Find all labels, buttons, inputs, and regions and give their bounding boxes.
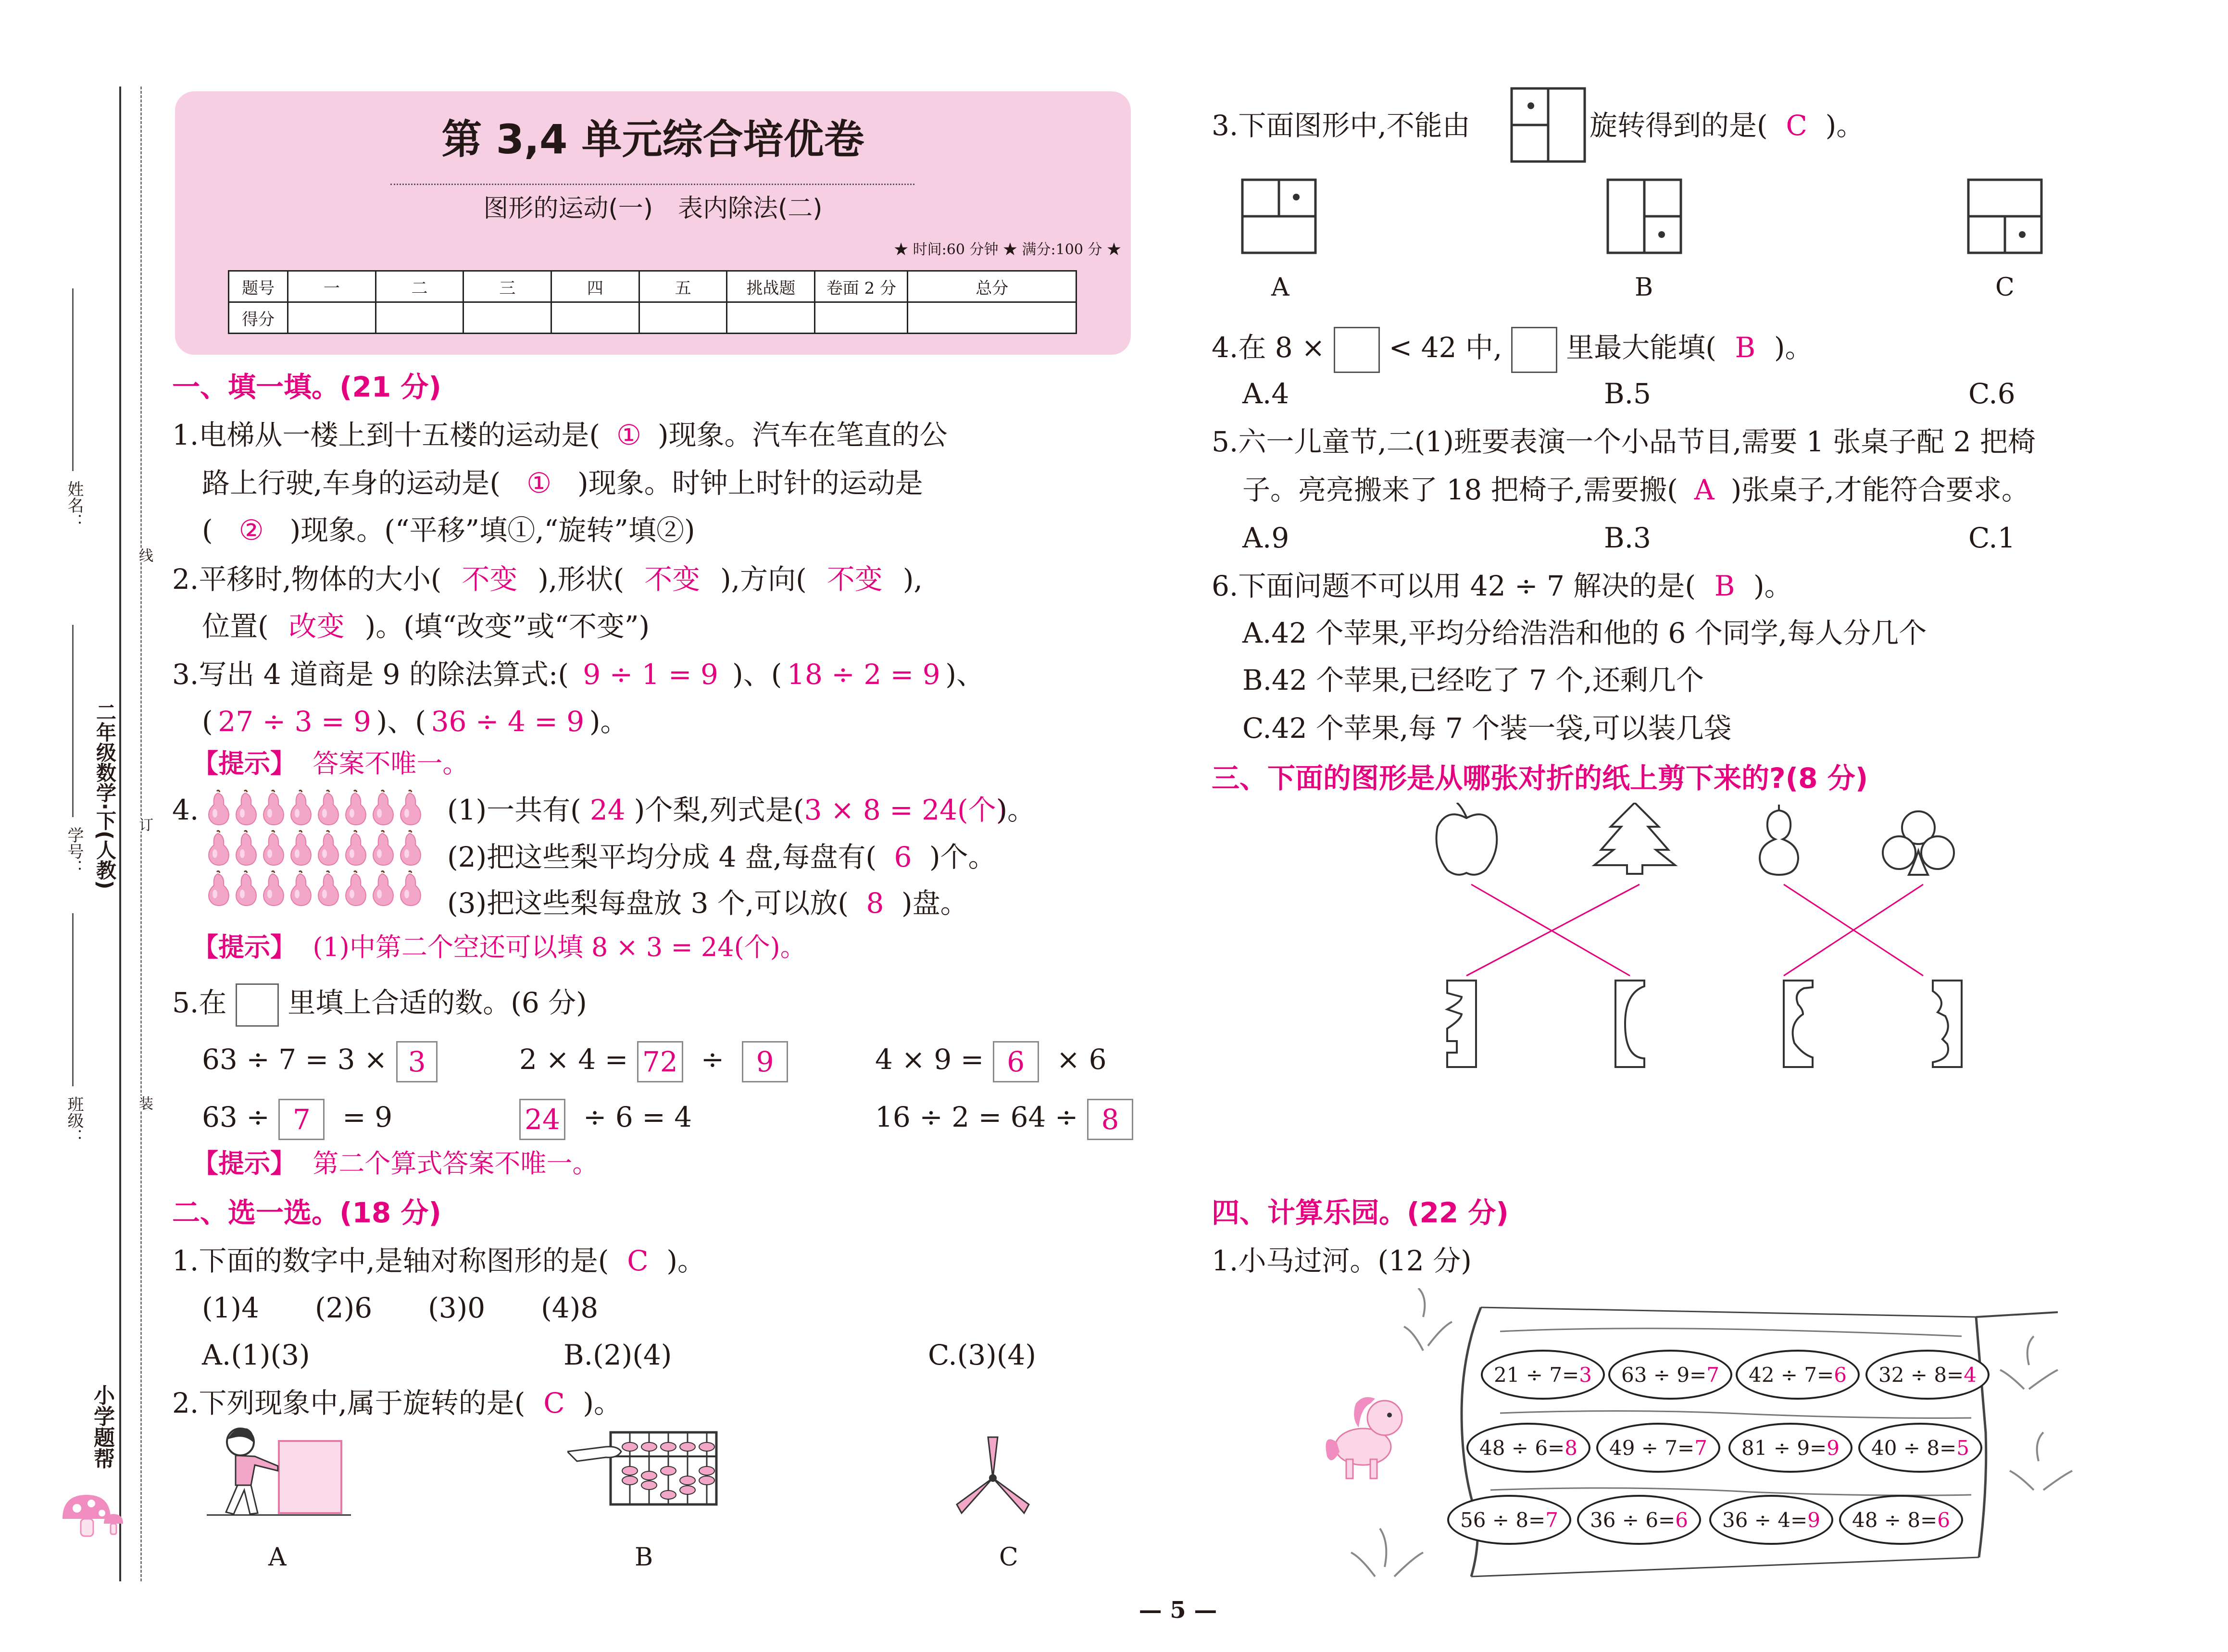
s1-q1-line1: 1.电梯从一楼上到十五楼的运动是( ① )现象。汽车在笔直的公 [172, 419, 948, 451]
answer: 8 [1565, 1436, 1577, 1460]
answer: 9 [1827, 1436, 1840, 1460]
answer: A [1694, 473, 1715, 506]
sidebar-cut-zhuang: 装 [134, 1096, 155, 1110]
r-q6-option-b[interactable]: B.42 个苹果,已经吃了 7 个,还剩几个 [1242, 664, 1704, 696]
s2-q1-items: (1)4 (2)6 (3)0 (4)8 [202, 1292, 599, 1324]
s1-q5-eq4: 63 ÷ 7 = 9 [202, 1099, 392, 1140]
r-q3-figure-a-icon [1240, 178, 1317, 255]
score-cell: 得分 [229, 302, 288, 334]
score-cell: 题号 [229, 271, 288, 302]
s1-q5-eq2: 2 × 4 = 72 ÷ 9 [519, 1041, 788, 1082]
r-q4-option-b[interactable]: B.5 [1604, 377, 1651, 410]
mushroom-logo-icon [58, 1485, 125, 1543]
abacus-icon [567, 1423, 721, 1514]
folded-paper-tree-icon [1447, 981, 1476, 1067]
answer: C [627, 1244, 649, 1277]
section-2-heading: 二、选一选。(18 分) [172, 1196, 441, 1229]
club-shape-icon [1883, 811, 1954, 875]
stone-equation: 48 ÷ 6= 8 [1466, 1423, 1590, 1473]
sidebar-brand: 小学题帮 [90, 1384, 114, 1469]
s1-q4-part2: (2)把这些梨平均分成 4 盘,每盘有( 6 )个。 [447, 841, 996, 873]
r-q5-line2: 子。亮亮搬来了 18 把椅子,需要搬( A )张桌子,才能符合要求。 [1242, 473, 2029, 506]
s2-q1-stem: 1.下面的数字中,是轴对称图形的是( C )。 [172, 1244, 706, 1277]
hint-3: 【提示】 第二个算式答案不唯一。 [192, 1148, 599, 1179]
s2-q1-option-b[interactable]: B.(2)(4) [563, 1339, 672, 1371]
answer-box: 9 [742, 1041, 788, 1082]
score-cell: 挑战题 [727, 271, 815, 302]
page-subtitle: 图形的运动(一) 表内除法(二) [483, 194, 823, 223]
sidebar-id-line [72, 625, 74, 817]
r-q6-stem: 6.下面问题不可以用 42 ÷ 7 解决的是( B )。 [1212, 570, 1792, 602]
answer: 4 [1964, 1363, 1977, 1387]
s4-q1-title: 1.小马过河。(12 分) [1212, 1244, 1472, 1277]
r-q4-stem: 4.在 8 × < 42 中, 里最大能填( B )。 [1212, 327, 1813, 373]
blank-box-icon [236, 983, 279, 1027]
hint-2: 【提示】 (1)中第二个空还可以填 8 × 3 = 24(个)。 [192, 932, 806, 962]
score-input[interactable] [727, 302, 815, 334]
s2-q1-option-c[interactable]: C.(3)(4) [928, 1339, 1037, 1371]
r-q6-option-a[interactable]: A.42 个苹果,平均分给浩浩和他的 6 个同学,每人分几个 [1242, 617, 1927, 649]
answer: 18 ÷ 2 = 9 [787, 658, 940, 691]
score-cell: 卷面 2 分 [815, 271, 908, 302]
answer: 不变 [826, 563, 883, 596]
score-cell: 二 [376, 271, 463, 302]
s1-q3-line2: ( 27 ÷ 3 = 9 )、( 36 ÷ 4 = 9 )。 [202, 705, 628, 738]
binding-line-solid [119, 87, 121, 1581]
stone-equation: 36 ÷ 6= 6 [1577, 1495, 1701, 1545]
stone-equation: 32 ÷ 8= 4 [1865, 1350, 1990, 1400]
r-q3-figure-b-icon [1606, 178, 1683, 255]
score-cell: 五 [639, 271, 727, 302]
r-q3-figure-c-icon [1966, 178, 2043, 255]
r-q3-option-b[interactable]: B [1635, 273, 1653, 302]
r-q3-option-c[interactable]: C [1995, 273, 2015, 302]
source-rotation-figure-icon [1510, 87, 1587, 163]
blank-box-icon [1511, 327, 1557, 373]
sidebar-id-label: 学号： [64, 827, 84, 876]
binding-line-dashed [140, 87, 142, 1581]
stone-equation: 21 ÷ 7= 3 [1481, 1350, 1605, 1400]
answer-box: 6 [993, 1041, 1039, 1082]
s1-q5-eq1: 63 ÷ 7 = 3 × 3 [202, 1041, 438, 1082]
answer: 不变 [462, 563, 518, 596]
sidebar-name-line [72, 288, 74, 471]
stone-equation: 40 ÷ 8= 5 [1858, 1423, 1982, 1473]
answer: 8 [866, 887, 884, 919]
answer: 24 [589, 794, 626, 826]
score-input[interactable] [815, 302, 908, 334]
r-q5-option-a[interactable]: A.9 [1242, 522, 1289, 554]
answer: 9 ÷ 1 = 9 [583, 658, 718, 691]
hint-1: 【提示】 答案不唯一。 [192, 748, 469, 779]
answer: 7 [1694, 1436, 1707, 1460]
stone-equation: 81 ÷ 9= 9 [1728, 1423, 1852, 1473]
score-table [228, 270, 1077, 334]
sidebar-name-label: 姓名： [64, 481, 84, 530]
answer: 7 [1706, 1363, 1719, 1387]
r-q3-stem: 3.下面图形中,不能由 [1212, 109, 1470, 142]
score-input[interactable] [376, 302, 463, 334]
grass-icon [2010, 1432, 2072, 1490]
tree-shape-icon [1594, 803, 1675, 874]
s2-q1-option-a[interactable]: A.(1)(3) [202, 1339, 310, 1371]
score-input[interactable] [639, 302, 727, 334]
answer: 3 × 8 = 24(个) [804, 794, 1007, 826]
answer: 5 [1956, 1436, 1969, 1460]
sidebar-cut-ding: 订 [134, 817, 155, 832]
folded-paper-apple-icon [1615, 981, 1644, 1067]
answer-box: 8 [1087, 1099, 1133, 1140]
stone-equation: 63 ÷ 9= 7 [1608, 1350, 1732, 1400]
apple-shape-icon [1437, 803, 1497, 875]
s2-q2-option-b[interactable]: B [635, 1543, 653, 1572]
answer: ① [526, 467, 552, 499]
s1-q2-line1: 2.平移时,物体的大小( 不变 ),形状( 不变 ),方向( 不变 ), [172, 563, 923, 596]
section-1-heading: 一、填一填。(21 分) [172, 371, 441, 403]
section-4-heading: 四、计算乐园。(22 分) [1212, 1196, 1509, 1229]
stone-equation: 49 ÷ 7= 7 [1596, 1423, 1720, 1473]
r-q5-option-b[interactable]: B.3 [1604, 522, 1651, 554]
answer: 不变 [644, 563, 701, 596]
s1-q4-number: 4. [172, 794, 199, 826]
answer: 9 [1807, 1508, 1820, 1532]
s1-q5-stem: 5.在 里填上合适的数。(6 分) [172, 983, 587, 1027]
pears-illustration-icon [204, 788, 430, 908]
exam-meta: ★ 时间:60 分钟 ★ 满分:100 分 ★ [894, 241, 1121, 258]
child-pushing-box-icon [207, 1423, 351, 1524]
answer: C [543, 1387, 565, 1419]
score-cell: 总分 [908, 271, 1076, 302]
score-input[interactable] [908, 302, 1076, 334]
s1-q3-line1: 3.写出 4 道商是 9 的除法算式:( 9 ÷ 1 = 9 )、( 18 ÷ 2 = 9 )、 [172, 658, 984, 691]
s1-q4-part3: (3)把这些梨每盘放 3 个,可以放( 8 )盘。 [447, 887, 968, 919]
answer: 6 [1937, 1508, 1950, 1532]
section-3-heading: 三、下面的图形是从哪张对折的纸上剪下来的?(8 分) [1212, 762, 1868, 795]
stone-equation: 48 ÷ 8= 6 [1839, 1495, 1963, 1545]
answer-box: 3 [396, 1041, 438, 1082]
r-q3-stem-tail: 旋转得到的是( C )。 [1590, 109, 1865, 142]
sidebar-class-line [72, 913, 74, 1086]
answer-box: 72 [637, 1041, 683, 1082]
page-title: 第 3,4 单元综合培优卷 [441, 116, 864, 163]
r-q6-option-c[interactable]: C.42 个苹果,每 7 个装一袋,可以装几袋 [1242, 712, 1732, 745]
pinwheel-icon [952, 1432, 1034, 1528]
score-row-values [229, 302, 1076, 334]
title-divider [390, 184, 914, 185]
grass-icon [2000, 1336, 2058, 1389]
stone-equation: 42 ÷ 7= 6 [1736, 1350, 1860, 1400]
s1-q1-line2: 路上行驶,车身的运动是( ① )现象。时钟上时针的运动是 [202, 467, 923, 499]
score-input[interactable] [463, 302, 551, 334]
r-q5-line1: 5.六一儿童节,二(1)班要表演一个小品节目,需要 1 张桌子配 2 把椅 [1212, 425, 2036, 458]
answer: 6 [894, 841, 912, 873]
answer: B [1735, 331, 1756, 364]
score-input[interactable] [551, 302, 639, 334]
folded-paper-gourd-icon [1784, 981, 1813, 1067]
stone-equation: 56 ÷ 8= 7 [1447, 1495, 1571, 1545]
folded-paper-matching-figure [1433, 803, 1986, 1091]
answer: B [1714, 570, 1735, 602]
gourd-shape-icon [1760, 805, 1798, 875]
answer: 27 ÷ 3 = 9 [218, 705, 371, 738]
pony-icon [1326, 1397, 1402, 1478]
grass-icon [1404, 1288, 1452, 1351]
answer: 改变 [288, 610, 345, 643]
s1-q4-part1: (1)一共有( 24 )个梨,列式是(3 × 8 = 24(个))。 [447, 794, 1036, 826]
score-row-headers [229, 271, 1076, 302]
answer: 7 [1545, 1508, 1558, 1532]
answer: 36 ÷ 4 = 9 [431, 705, 585, 738]
s2-q2-stem: 2.下列现象中,属于旋转的是( C )。 [172, 1387, 622, 1419]
blank-box-icon [1334, 327, 1380, 373]
folded-paper-club-icon [1933, 981, 1962, 1067]
s1-q5-eq5: 24 ÷ 6 = 4 [519, 1099, 692, 1140]
answer: 6 [1834, 1363, 1847, 1387]
r-q5-option-c[interactable]: C.1 [1968, 522, 2015, 554]
sidebar-class-label: 班级： [64, 1096, 84, 1145]
answer-box: 24 [519, 1099, 565, 1140]
r-q3-option-a[interactable]: A [1271, 273, 1289, 302]
grass-icon [1351, 1528, 1423, 1577]
r-q4-option-a[interactable]: A.4 [1242, 377, 1289, 410]
stone-equation: 36 ÷ 4= 9 [1709, 1495, 1833, 1545]
score-cell: 四 [551, 271, 639, 302]
sidebar-cut-line: 线 [134, 548, 155, 562]
s1-q5-eq6: 16 ÷ 2 = 64 ÷ 8 [875, 1099, 1133, 1140]
answer: C [1786, 109, 1807, 142]
answer: 3 [1579, 1363, 1592, 1387]
s1-q5-eq3: 4 × 9 = 6 × 6 [875, 1041, 1107, 1082]
answer: ② [238, 514, 264, 547]
answer: 6 [1675, 1508, 1688, 1532]
s2-q2-option-a[interactable]: A [268, 1543, 287, 1572]
s1-q1-line3: ( ② )现象。(“平移”填①,“旋转”填②) [202, 514, 695, 547]
s2-q2-option-c[interactable]: C [999, 1543, 1018, 1572]
sidebar-book-title: 二年级数学·下(人教) [93, 702, 117, 890]
answer-box: 7 [278, 1099, 325, 1140]
page-number: — 5 — [1139, 1597, 1217, 1624]
score-cell: 一 [288, 271, 376, 302]
s1-q2-line2: 位置( 改变 )。(填“改变”或“不变”) [202, 610, 650, 643]
answer: ① [616, 419, 641, 451]
score-input[interactable] [288, 302, 376, 334]
score-cell: 三 [463, 271, 551, 302]
r-q4-option-c[interactable]: C.6 [1968, 377, 2015, 410]
